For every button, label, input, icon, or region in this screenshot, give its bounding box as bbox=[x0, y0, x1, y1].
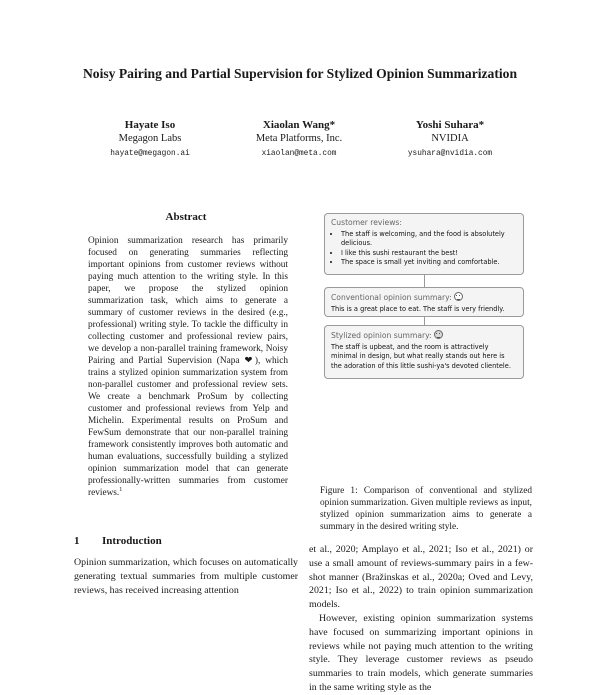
abstract-heading: Abstract bbox=[165, 211, 207, 223]
stylized-summary-label: Stylized opinion summary: bbox=[331, 331, 432, 340]
author-affiliation: Megagon Labs bbox=[118, 133, 182, 144]
customer-reviews-list bbox=[331, 230, 517, 267]
stylized-summary-text: The staff is upbeat, and the room is attractively minimal in design, but what really stands out here is the adoration of this little sushi-ya's devoted clientele. bbox=[331, 343, 511, 370]
customer-reviews-label: Customer reviews: bbox=[331, 218, 402, 227]
connector-line bbox=[424, 275, 425, 287]
author-affiliation: NVIDIA bbox=[431, 133, 469, 144]
section-number: 1 bbox=[74, 535, 80, 547]
author-name: Xiaolan Wang* bbox=[262, 119, 336, 131]
author-name: Hayate Iso bbox=[124, 119, 176, 131]
author-email: xiaolan@meta.com bbox=[261, 150, 337, 158]
conventional-summary-label: Conventional opinion summary: bbox=[331, 293, 452, 302]
section-heading bbox=[74, 535, 162, 547]
author-3 bbox=[360, 118, 540, 161]
introduction-text: Opinion summarization, which focuses on automatically generating textual summaries from multiple customer reviews, has received increasing attention bbox=[74, 557, 298, 596]
author-email: ysuhara@nvidia.com bbox=[407, 150, 493, 158]
customer-review-item: • The space is small yet inviting and comfortable. bbox=[341, 258, 517, 267]
monocle-face-icon bbox=[434, 330, 443, 339]
customer-reviews-box bbox=[324, 213, 524, 275]
stylized-summary-heading bbox=[331, 330, 517, 341]
right-column-paragraph-2: However, existing opinion summarization systems have focused on summarizing important opinions in reviews while not paying much attention to the writing style. They leverage customer reviews as pseudo summaries to train models, which generate summaries in the same writing style as the bbox=[309, 612, 533, 693]
figure-caption: Figure 1: Comparison of conventional and stylized opinion summarization. Given multiple reviews as input, stylized opinion summarization aims to generate a summary in the desired writing style. bbox=[320, 486, 532, 532]
right-column-paragraph-1: et al., 2020; Amplayo et al., 2021; Iso et al., 2021) or use a small amount of reviews-summary pairs in a few-shot manner (Bražinskas et al., 2020a; Oved and Levy, 2021; Iso et al., 2022) to train opinion summarization models. bbox=[309, 544, 533, 611]
abstract-body bbox=[88, 235, 288, 499]
conventional-summary-heading bbox=[331, 292, 517, 303]
conventional-summary-text: This is a great place to eat. The staff is very friendly. bbox=[331, 305, 505, 313]
customer-review-item: • The staff is welcoming, and the food is absolutely delicious. bbox=[341, 230, 517, 249]
stylized-summary-box bbox=[324, 325, 524, 379]
author-affiliation: Meta Platforms, Inc. bbox=[255, 133, 343, 144]
neutral-face-icon bbox=[454, 292, 463, 301]
figure-1 bbox=[320, 209, 532, 473]
author-name: Yoshi Suhara* bbox=[415, 119, 485, 131]
author-email: hayate@megagon.ai bbox=[110, 150, 190, 158]
connector-line bbox=[424, 317, 425, 325]
paper-title: Noisy Pairing and Partial Supervision for Stylized Opinion Summarization bbox=[82, 66, 518, 81]
abstract-text: Opinion summarization research has primarily focused on generating summaries reflecting important opinions from customer reviews without paying much attention to the writing style. In this paper, we propose the stylized opinion summarization task, which aims to generate a summary of customer reviews in the desired (e.g., professional) writing style. To tackle the difficulty in collecting customer and professional review pairs, we develop a non-parallel training framework, Noisy Pairing and Partial Supervision (Napa ❤), which trains a stylized opinion summarization system from non-parallel customer and professional review sets. We create a benchmark ProSum by collecting customer and professional reviews from Yelp and Michelin. Experimental results on ProSum and FewSum demonstrate that our non-parallel training framework consistently improves both automatic and human evaluations, successfully building a stylized opinion summarization model that can generate professionally-written summaries from customer reviews. bbox=[88, 236, 288, 498]
conventional-summary-box bbox=[324, 287, 524, 317]
footnote-marker: 1 bbox=[119, 486, 123, 493]
right-column-text bbox=[309, 543, 533, 695]
section-title: Introduction bbox=[102, 535, 162, 547]
customer-review-item: • I like this sushi restaurant the best! bbox=[341, 249, 517, 258]
